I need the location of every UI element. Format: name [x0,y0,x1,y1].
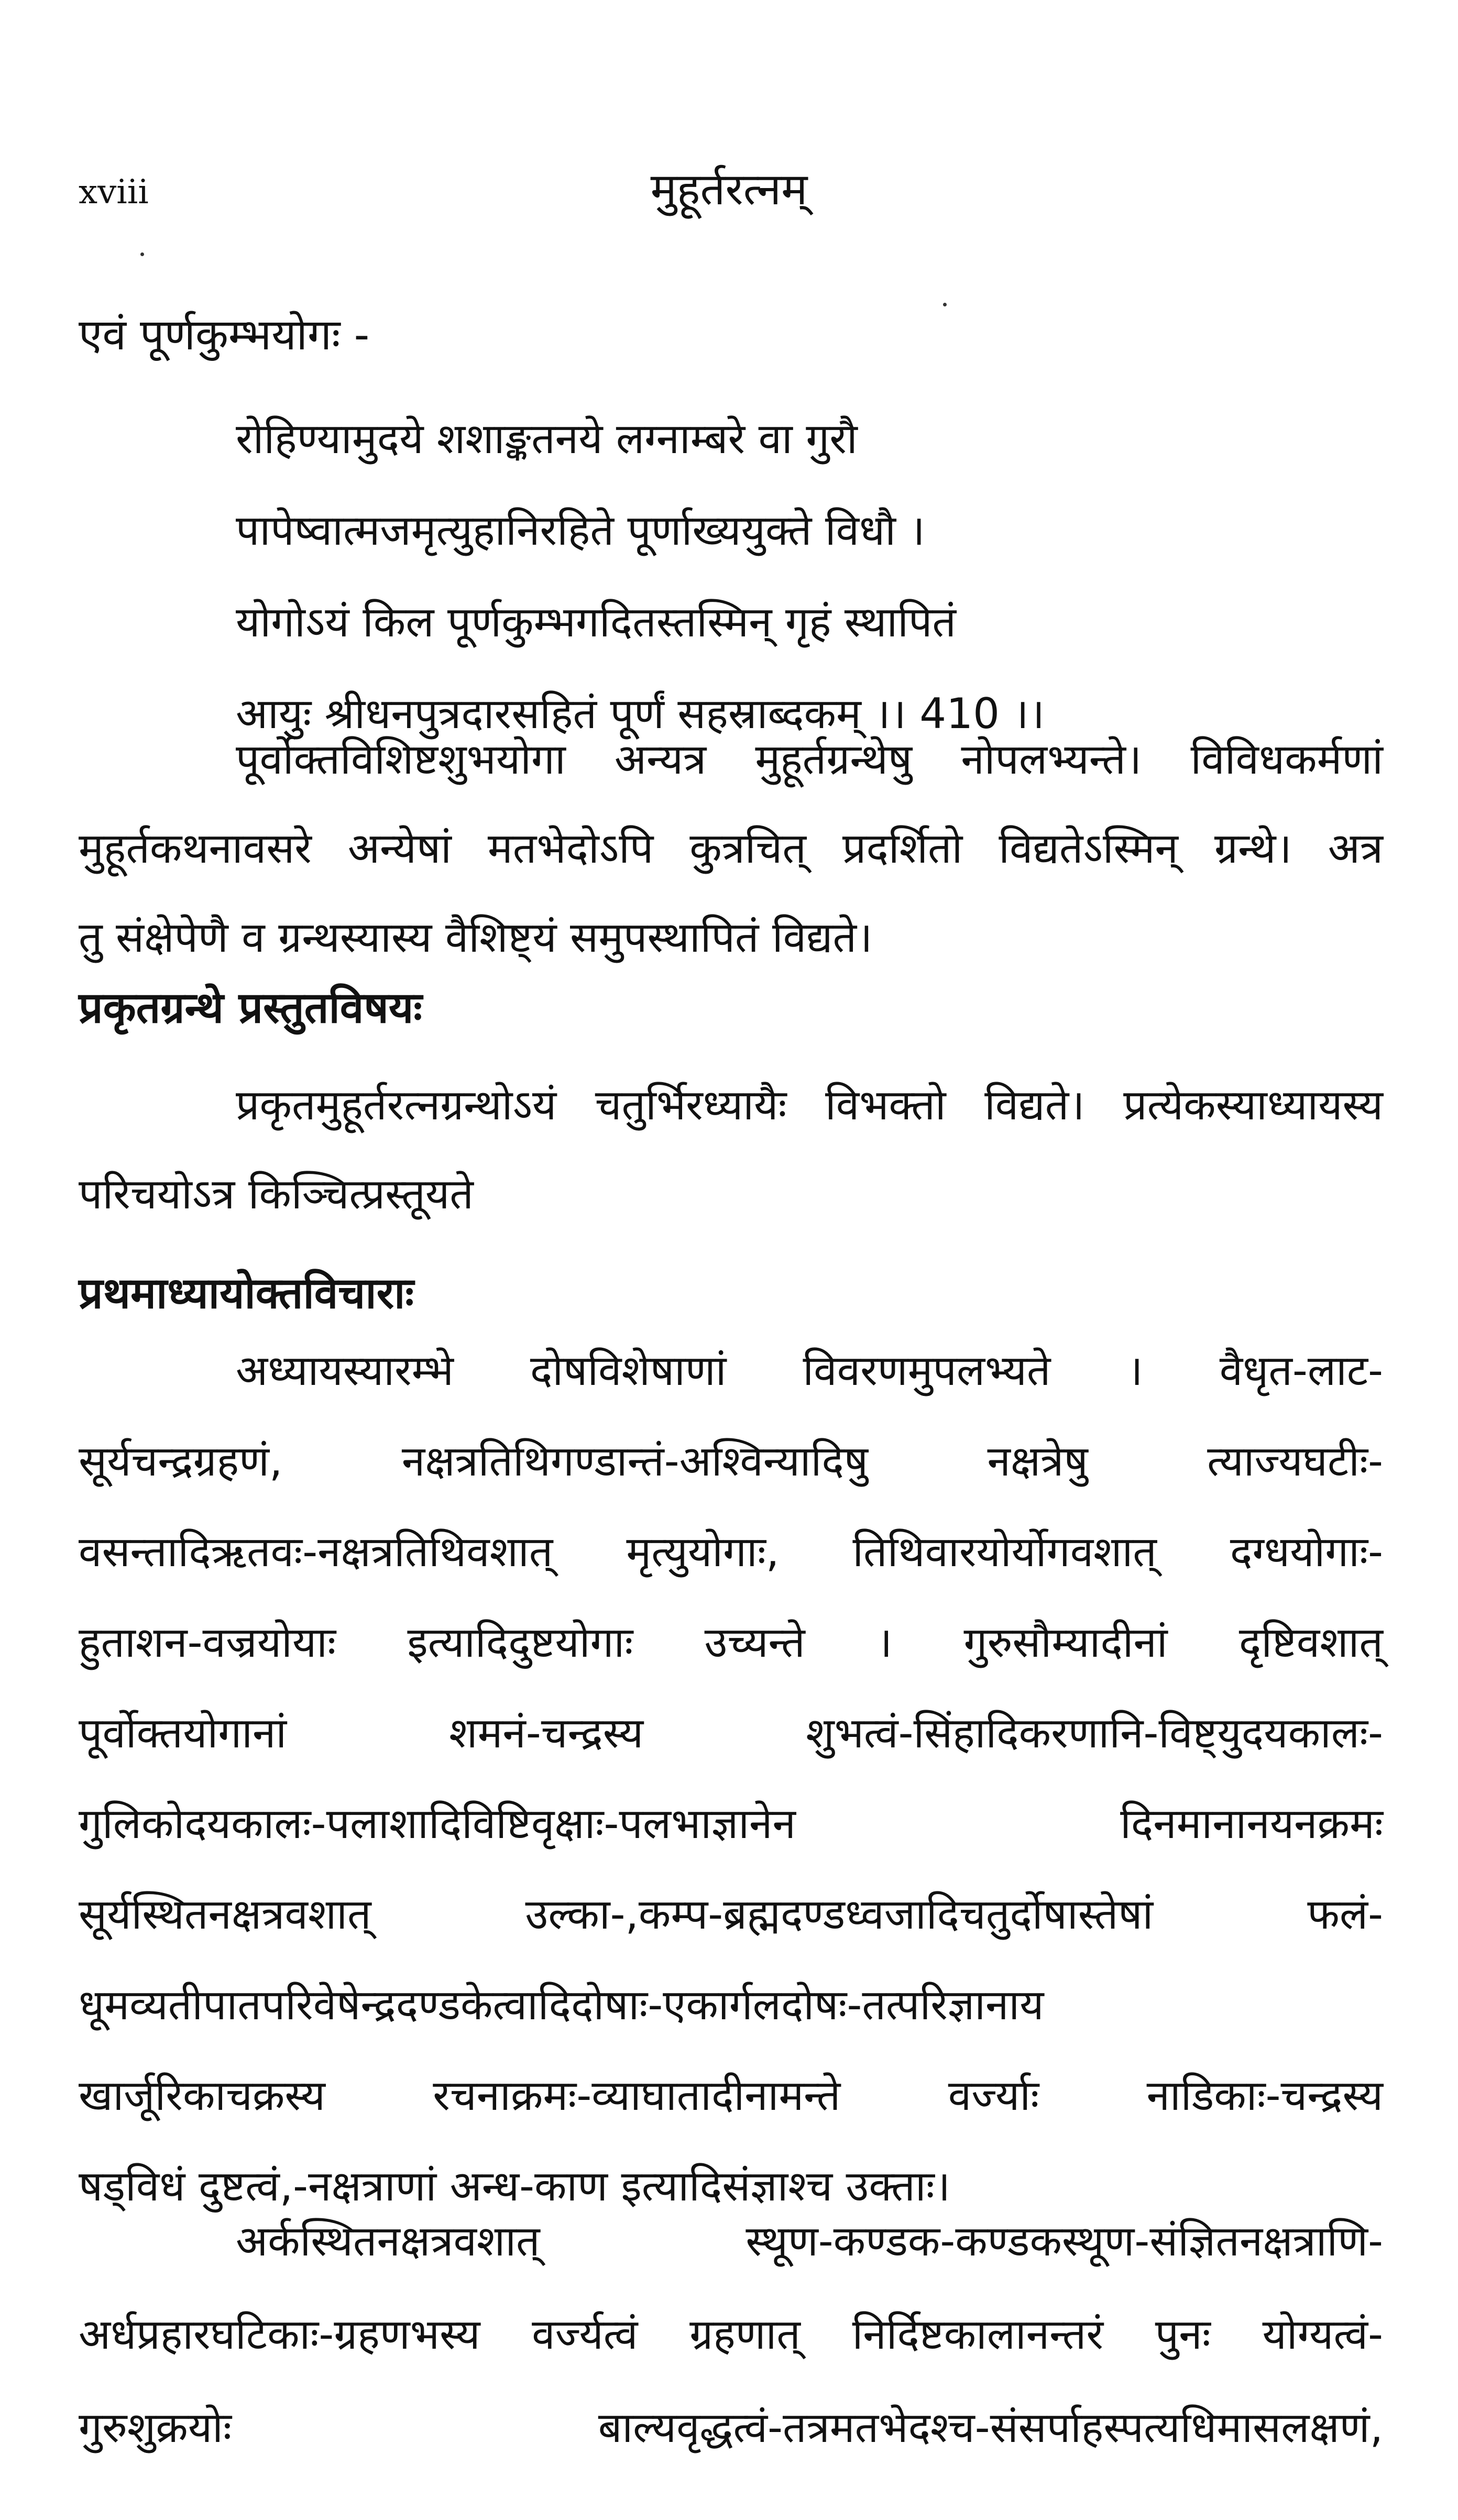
paragraph-line: सूर्यचन्द्रग्रहणं, नक्षत्रतिथिगण्डान्तं-अश्विन्यादिषु नक्षत्रेषु त्याज्यघटीः- [79,1437,1383,1485]
verse-line: योगोऽयं किल पूर्णकुम्भगदितस्तस्मिन् गृहं स्थापितं [236,598,956,646]
verse-line: पापेष्वात्मजमृत्युहानिरहिते पूर्णाख्ययुक्ते विधौ । [236,506,925,555]
verse-block [79,393,1383,760]
paragraph-line: अध्यायस्यारम्भे दोषविशेषाणां विवरणमुपलभ्यते । वैधृत-लाट- [236,1346,1383,1395]
paragraph-first-chapter [79,1325,1383,2231]
paragraph-line: अर्धप्रहारघटिकाः-ग्रहणभस्य वर्ज्यत्वं ग्रहणात् निर्दिष्टकालानन्तरं पुनः योग्यत्वं- [79,2310,1383,2359]
paragraph-line: हुताशन-वज्रयोयाः इत्यादिदुष्टयोगाः उच्यन्ते । गुरुसौम्यादीनां दृष्टिवशात् [79,1618,1383,1667]
paragraph-line: परिचयोऽत्र किञ्चित्प्रस्तूयते [79,1170,474,1218]
paragraph-continuation [79,2195,1383,2474]
paragraph-line: पूर्वोक्तयोगानां शमनं-चन्द्रस्य शुभत्वं-सिंहादिकरणानि-विष्ट्युदयकालः- [79,1709,1383,1757]
paragraph-line: धूमव्यतीपातपरिवेषेन्द्रदण्डकेत्वादिदोषाः-एकार्गलदोषः-तत्परिज्ञानाय [79,1980,1044,2029]
section-heading: प्रथमाध्यायोक्तविचाराः [79,1269,414,1318]
paragraph-line: अर्कस्थितनक्षत्रवशात् स्थूण-कण्डक-कण्डकस्थूण-संज्ञितनक्षत्राणि- [236,2217,1383,2265]
paragraph-line: तु संक्षेपेणै व ग्रन्थस्यास्य वैशिष्ट्यं समुपस्थापितं विद्यते। [79,913,873,962]
paragraph-line: सूर्यस्थितनक्षत्रवशात् उल्का-,कम्प-ब्रह्मदण्डध्वजादिचतुर्दोषास्तेषां फलं- [79,1890,1383,1939]
paragraph-line: खार्जूरिकाचक्रस्य रचनाक्रमः-व्याघातादीनामन्ते वर्ज्याः नाडिकाः-चन्द्रस्य [79,2071,1383,2120]
paragraph-line: प्रकृतमुहूर्तरत्नग्रन्थोऽयं चतुर्भिरध्यायैः विभक्तो विद्यते। प्रत्येकस्याध्यायस्य [236,1081,1383,1129]
paragraph-commentary [79,715,1383,982]
paragraph-line: वसन्तादिऋतवः-नक्षत्रतिथिवशात् मृत्युयोगाः, तिथिवारयोर्योगवशात् दग्धयोगाः- [79,1527,1383,1576]
verse-line: आयुः श्रीधनपुत्रदारसहितं पूर्णं सहस्राब्दकम् ।। 410 ।। [236,689,1045,738]
paragraph-line: गुलिकोदयकालः-पलाशादिविष्टिवृक्षाः-पलभाज्ञानेन दिनमानानयनक्रमः [79,1799,1383,1848]
paragraph-line: पूर्वोक्तविशिष्टशुभयोगा अन्यत्र मुहूर्तग्रन्थेषु नोपलभ्यन्ते। विविधकर्मणां [236,735,1383,784]
paragraph-line: मुहूर्तकथनावसरे अन्येषां मतभेदोऽपि कुत्रचित् प्रदर्शितो विद्यतेऽस्मिन् ग्रन्थे। अत्र [79,824,1383,873]
page-number: xviii [79,173,149,212]
paragraph-line: षड्विधं दुष्टत्वं,-नक्षत्राणां अन्ध-काण इत्यादिसंज्ञाश्च उक्ताः। [79,2162,951,2210]
section-heading: प्रकृतग्रन्थे प्रस्तुतविषयः [79,983,422,1033]
intro-label: एवं पूर्णकुम्भयोगः - [79,310,370,360]
speck-mark [140,252,144,256]
paragraph-line: गुरुशुक्रयोः बाल्यवृद्धत्वं-तत्रमतभेदश्च-संसर्पाहस्पत्यधिमासलक्षणं, [79,2403,1383,2452]
verse-line: रोहिण्यामुदये शशाङ्कतनये लग्नाम्बरे वा गुरौ [236,414,858,463]
running-title: मुहूर्तरत्नम् [650,163,808,215]
paragraph-subject [79,1061,1383,1239]
